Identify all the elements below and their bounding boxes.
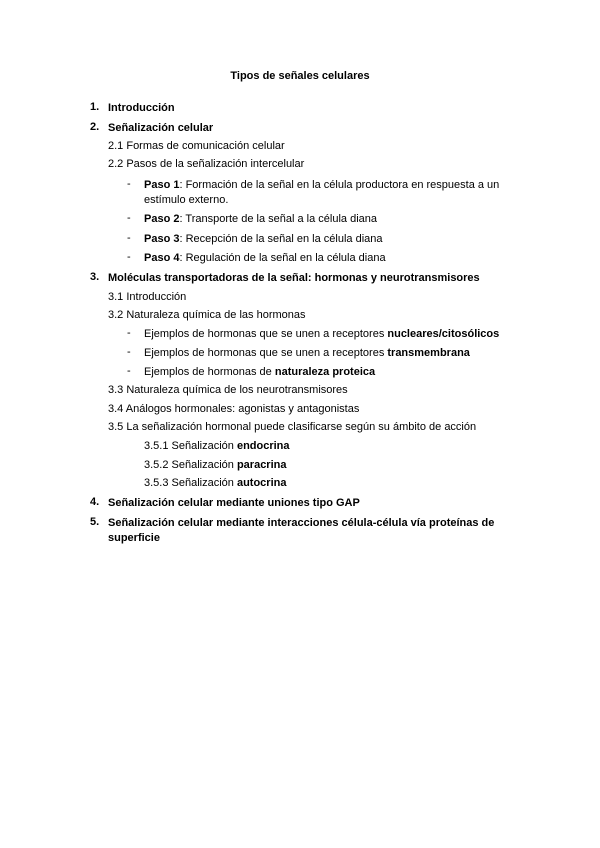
- subsub-bold: paracrina: [236, 459, 287, 471]
- step-4: [144, 251, 386, 265]
- section-2-heading: Señalización celular: [108, 122, 214, 134]
- example-bold: transmembrana: [387, 347, 470, 359]
- subsection-3-4: 3.4 Análogos hormonales: agonistas y antagonistas: [108, 403, 360, 415]
- subsection-2-2: 2.2 Pasos de la señalización intercelular: [108, 158, 305, 170]
- subsection-3-5: 3.5 La señalización hormonal puede clasificarse según su ámbito de acción: [108, 421, 477, 433]
- step-3: [144, 232, 383, 246]
- step-2: [144, 212, 377, 226]
- example-bold: nucleares/citosólicos: [387, 328, 500, 340]
- bullet-dash: -: [127, 327, 131, 339]
- bullet-dash: -: [127, 365, 131, 377]
- step-text: : Regulación de la señal en la célula diana: [179, 252, 386, 264]
- section-1-number: 1.: [90, 101, 100, 113]
- example-text: Ejemplos de hormonas que se unen a receptores: [144, 347, 388, 359]
- section-4-heading: Señalización celular mediante uniones tipo GAP: [108, 497, 360, 509]
- subsubsection-3-5-2: [144, 458, 286, 472]
- step-text: : Transporte de la señal a la célula diana: [179, 213, 377, 225]
- subsubsection-3-5-3: [144, 476, 286, 490]
- step-1-continuation: estímulo externo.: [144, 194, 229, 206]
- subsub-bold: autocrina: [236, 477, 287, 489]
- section-3-heading: Moléculas transportadoras de la señal: hormonas y neurotransmisores: [108, 272, 480, 284]
- example-text: Ejemplos de hormonas de: [144, 366, 275, 378]
- example-transmembrana: [144, 346, 470, 360]
- step-label: Paso 1: [144, 179, 180, 191]
- example-proteica: [144, 365, 375, 379]
- subsection-2-1: 2.1 Formas de comunicación celular: [108, 140, 285, 152]
- subsub-bold: endocrina: [236, 440, 290, 452]
- section-4-number: 4.: [90, 496, 100, 508]
- step-label: Paso 4: [144, 252, 180, 264]
- subsection-3-2: 3.2 Naturaleza química de las hormonas: [108, 309, 306, 321]
- section-5-heading-continuation: superficie: [108, 532, 160, 544]
- bullet-dash: -: [127, 178, 131, 190]
- step-label: Paso 3: [144, 233, 180, 245]
- section-3-number: 3.: [90, 271, 100, 283]
- subsection-3-3: 3.3 Naturaleza química de los neurotransmisores: [108, 384, 348, 396]
- step-label: Paso 2: [144, 213, 180, 225]
- section-1-heading: Introducción: [108, 102, 175, 114]
- subsub-text: 3.5.2 Señalización: [144, 459, 237, 471]
- bullet-dash: -: [127, 212, 131, 224]
- document-title: Tipos de señales celulares: [230, 70, 370, 82]
- subsub-text: 3.5.1 Señalización: [144, 440, 237, 452]
- bullet-dash: -: [127, 346, 131, 358]
- example-text: Ejemplos de hormonas que se unen a receptores: [144, 328, 388, 340]
- bullet-dash: -: [127, 232, 131, 244]
- step-text: : Recepción de la señal en la célula diana: [179, 233, 383, 245]
- example-bold: naturaleza proteica: [274, 366, 376, 378]
- subsub-text: 3.5.3 Señalización: [144, 477, 237, 489]
- step-text: : Formación de la señal en la célula productora en respuesta a un: [179, 179, 500, 191]
- section-5-heading: Señalización celular mediante interacciones célula-célula vía proteínas de: [108, 517, 495, 529]
- subsubsection-3-5-1: [144, 439, 290, 453]
- section-5-number: 5.: [90, 516, 100, 528]
- example-nucleares: [144, 327, 499, 341]
- subsection-3-1: 3.1 Introducción: [108, 291, 187, 303]
- step-1: [144, 178, 499, 192]
- section-2-number: 2.: [90, 121, 100, 133]
- bullet-dash: -: [127, 251, 131, 263]
